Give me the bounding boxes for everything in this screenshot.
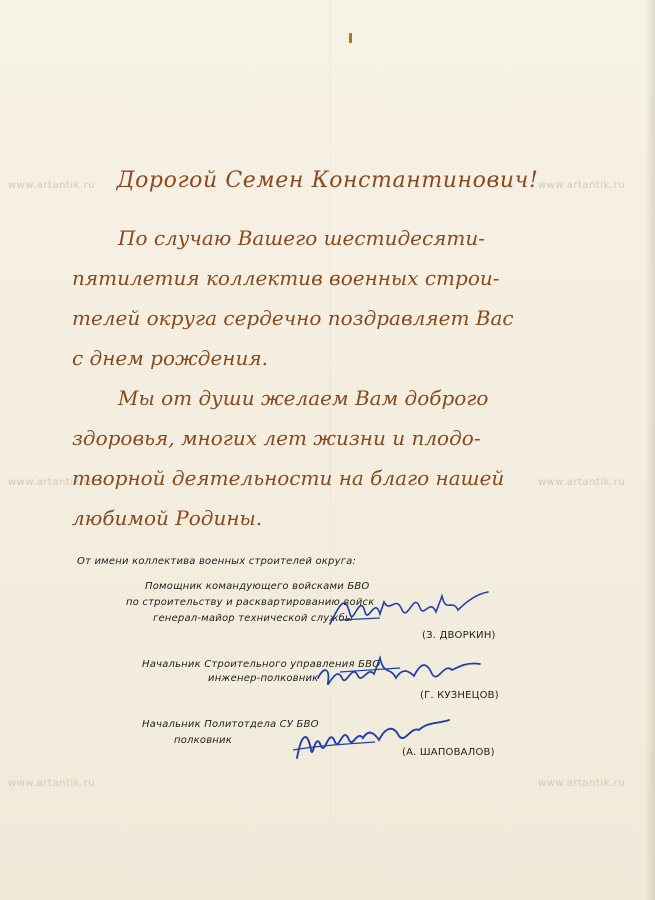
- letter-line: творной деятельности на благо нашей: [72, 466, 505, 490]
- letter-line: любимой Родины.: [72, 506, 263, 530]
- signer-name: (Г. КУЗНЕЦОВ): [420, 690, 499, 701]
- page-edge-shadow: [645, 0, 655, 900]
- signature-dvorkin: [320, 584, 510, 634]
- signer-name: (З. ДВОРКИН): [422, 630, 496, 641]
- letter-line: телей округа сердечно поздравляет Вас: [72, 306, 514, 330]
- watermark-right-3: www.artantik.ru: [538, 778, 626, 789]
- signer-title-line: Начальник Политотдела СУ БВО: [142, 719, 319, 730]
- signer-title-line: полковник: [174, 735, 232, 746]
- signer-title-line: генерал-майор технической службы: [153, 613, 353, 624]
- signature-kuznetsov: [310, 648, 500, 698]
- signer-name: (А. ШАПОВАЛОВ): [402, 747, 495, 758]
- watermark-left-2: www.artantik.ru: [8, 477, 96, 488]
- watermark-left-1: www.artantik.ru: [8, 180, 96, 191]
- letter-line: Мы от души желаем Вам доброго: [118, 386, 489, 410]
- signer-title-line: Начальник Строительного управления БВО: [142, 659, 381, 670]
- letter-line: пятилетия коллектив военных строи-: [72, 266, 500, 290]
- letter-line: с днем рождения.: [72, 346, 268, 370]
- signature-shapovalov: [285, 706, 465, 768]
- ink-mark: [349, 33, 352, 43]
- watermark-right-1: www.artantik.ru: [538, 180, 626, 191]
- signer-title-line: инженер-полковник: [208, 673, 319, 684]
- watermark-right-2: www.artantik.ru: [538, 477, 626, 488]
- signer-title-line: Помощник командующего войсками БВО: [145, 581, 370, 592]
- letter-line: здоровья, многих лет жизни и плодо-: [72, 426, 481, 450]
- watermark-left-3: www.artantik.ru: [8, 778, 96, 789]
- signer-title-line: по строительству и расквартированию войск: [126, 597, 375, 608]
- greeting-heading: Дорогой Семен Константинович!: [116, 168, 539, 193]
- signature-intro: От имени коллектива военных строителей округа:: [77, 556, 357, 567]
- letter-line: По случаю Вашего шестидесяти-: [118, 226, 486, 250]
